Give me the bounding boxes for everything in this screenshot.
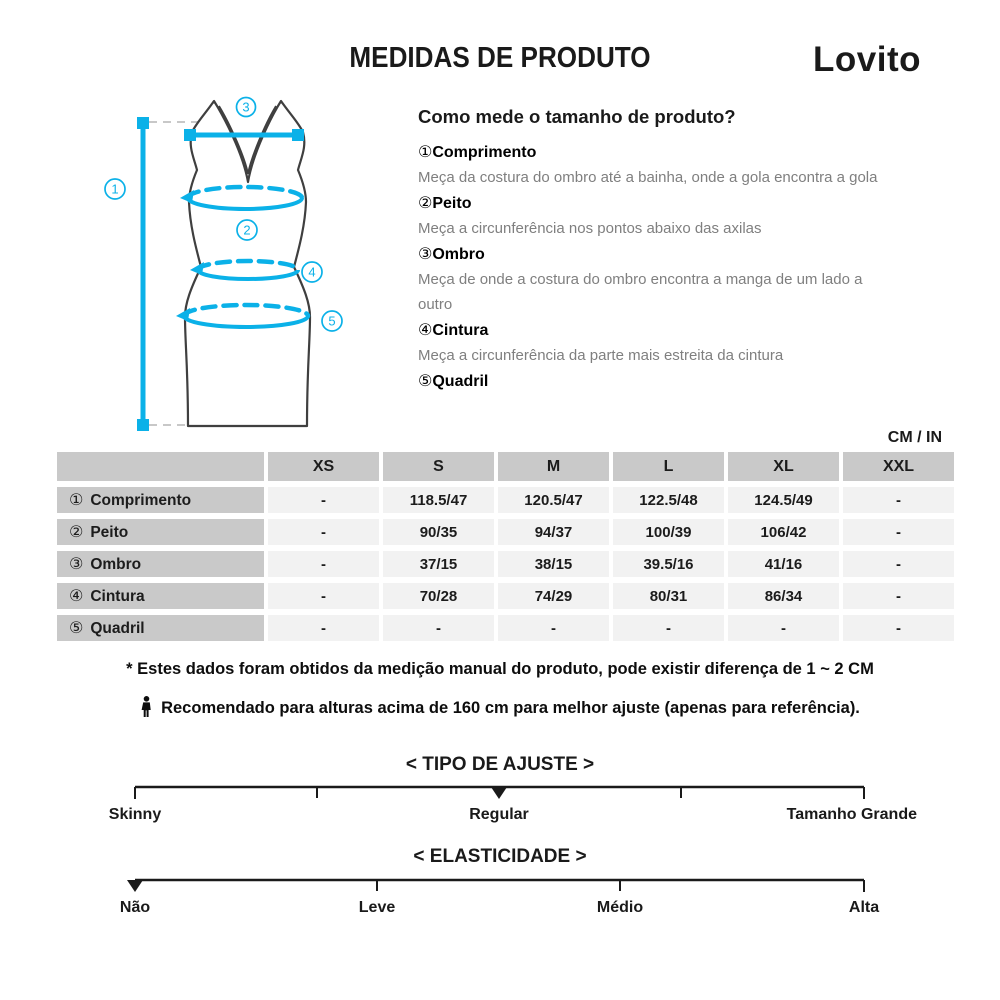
dress-measurement-diagram — [80, 85, 400, 450]
table-cell: - — [498, 615, 609, 641]
table-cell: - — [268, 583, 379, 609]
howto-item-desc: Meça a circunferência nos pontos abaixo das axilas — [418, 220, 762, 237]
table-cell: - — [843, 615, 954, 641]
table-cell: - — [843, 551, 954, 577]
table-cell: 70/28 — [383, 583, 494, 609]
elasticity-label-nao: Não — [119, 899, 151, 916]
size-column-header: S — [383, 452, 494, 481]
howto-item-label: ④Cintura — [418, 320, 489, 339]
howto-item-label: ②Peito — [418, 193, 472, 212]
row-label: ① Comprimento — [57, 487, 264, 513]
elasticity-scale-title: < ELASTICIDADE > — [413, 846, 587, 867]
size-column-header: XXL — [843, 452, 954, 481]
table-cell: 90/35 — [383, 519, 494, 545]
length-endpoint-bottom — [137, 419, 149, 431]
howto-section — [418, 106, 898, 394]
table-cell: - — [268, 615, 379, 641]
marker-label-2: 2 — [243, 222, 251, 238]
row-label: ⑤ Quadril — [57, 615, 264, 641]
fit-scale-title: < TIPO DE AJUSTE > — [405, 754, 595, 775]
table-cell: 86/34 — [728, 583, 839, 609]
marker-label-5: 5 — [328, 313, 336, 329]
table-cell: 122.5/48 — [613, 487, 724, 513]
shoulder-endpoint-right — [292, 129, 304, 141]
howto-item-desc: Meça a circunferência da parte mais estreita da cintura — [418, 347, 784, 364]
fit-scale-axis — [0, 780, 1000, 806]
size-column-header: XS — [268, 452, 379, 481]
marker-label-1: 1 — [111, 181, 119, 197]
row-label: ② Peito — [57, 519, 264, 545]
unit-label: CM / IN — [887, 429, 942, 446]
page-title: MEDIDAS DE PRODUTO — [349, 42, 651, 74]
table-cell: 94/37 — [498, 519, 609, 545]
elasticity-label-medio: Médio — [596, 899, 644, 916]
table-row — [57, 583, 954, 609]
length-endpoint-top — [137, 117, 149, 129]
fit-scale-marker — [491, 787, 507, 799]
fit-scale-label-skinny: Skinny — [108, 806, 162, 823]
table-cell: 80/31 — [613, 583, 724, 609]
hip-arrow — [176, 308, 190, 321]
table-cell: 74/29 — [498, 583, 609, 609]
table-row — [57, 615, 954, 641]
table-cell: 41/16 — [728, 551, 839, 577]
table-cell: - — [268, 519, 379, 545]
fit-scale-label-regular: Regular — [469, 806, 529, 823]
table-cell: - — [843, 519, 954, 545]
size-column-header: XL — [728, 452, 839, 481]
row-label: ④ Cintura — [57, 583, 264, 609]
size-table-header-row — [57, 452, 954, 481]
table-cell: - — [383, 615, 494, 641]
table-cell: 120.5/47 — [498, 487, 609, 513]
table-cell: 106/42 — [728, 519, 839, 545]
elasticity-scale-marker — [127, 880, 143, 892]
table-cell: - — [728, 615, 839, 641]
table-cell: - — [268, 487, 379, 513]
measurement-note: * Estes dados foram obtidos da medição manual do produto, pode existir diferença de 1 ~ 2 CM — [126, 660, 874, 678]
elasticity-label-alta: Alta — [848, 899, 880, 916]
table-row — [57, 487, 954, 513]
table-cell: - — [268, 551, 379, 577]
size-table — [53, 446, 958, 647]
table-cell: 37/15 — [383, 551, 494, 577]
marker-label-4: 4 — [308, 264, 316, 280]
row-label: ③ Ombro — [57, 551, 264, 577]
bust-arrow — [180, 190, 194, 203]
table-cell: 124.5/49 — [728, 487, 839, 513]
marker-label-3: 3 — [242, 99, 250, 115]
table-cell: 38/15 — [498, 551, 609, 577]
size-column-header: M — [498, 452, 609, 481]
height-note-text: Recomendado para alturas acima de 160 cm para melhor ajuste (apenas para referência). — [161, 699, 860, 717]
elasticity-label-leve: Leve — [358, 899, 396, 916]
brand-logo: Lovito — [813, 40, 921, 79]
size-column-header: L — [613, 452, 724, 481]
table-row — [57, 519, 954, 545]
howto-item-desc: Meça de onde a costura do ombro encontra a manga de um lado a outro — [418, 271, 863, 313]
howto-item-label: ⑤Quadril — [418, 371, 489, 390]
elasticity-scale-axis — [0, 872, 1000, 898]
table-corner-cell — [57, 452, 264, 481]
howto-heading: Como mede o tamanho de produto? — [418, 106, 736, 127]
fit-scale-label-tamanho-grande: Tamanho Grande — [786, 806, 917, 823]
table-cell: 118.5/47 — [383, 487, 494, 513]
height-note — [0, 696, 1000, 718]
table-cell: - — [613, 615, 724, 641]
shoulder-endpoint-left — [184, 129, 196, 141]
howto-item-label: ①Comprimento — [418, 142, 537, 161]
person-icon — [140, 696, 153, 717]
table-cell: 100/39 — [613, 519, 724, 545]
howto-item-desc: Meça da costura do ombro até a bainha, onde a gola encontra a gola — [418, 169, 878, 186]
howto-item-label: ③Ombro — [418, 244, 485, 263]
table-cell: - — [843, 583, 954, 609]
table-cell: 39.5/16 — [613, 551, 724, 577]
table-row — [57, 551, 954, 577]
table-cell: - — [843, 487, 954, 513]
